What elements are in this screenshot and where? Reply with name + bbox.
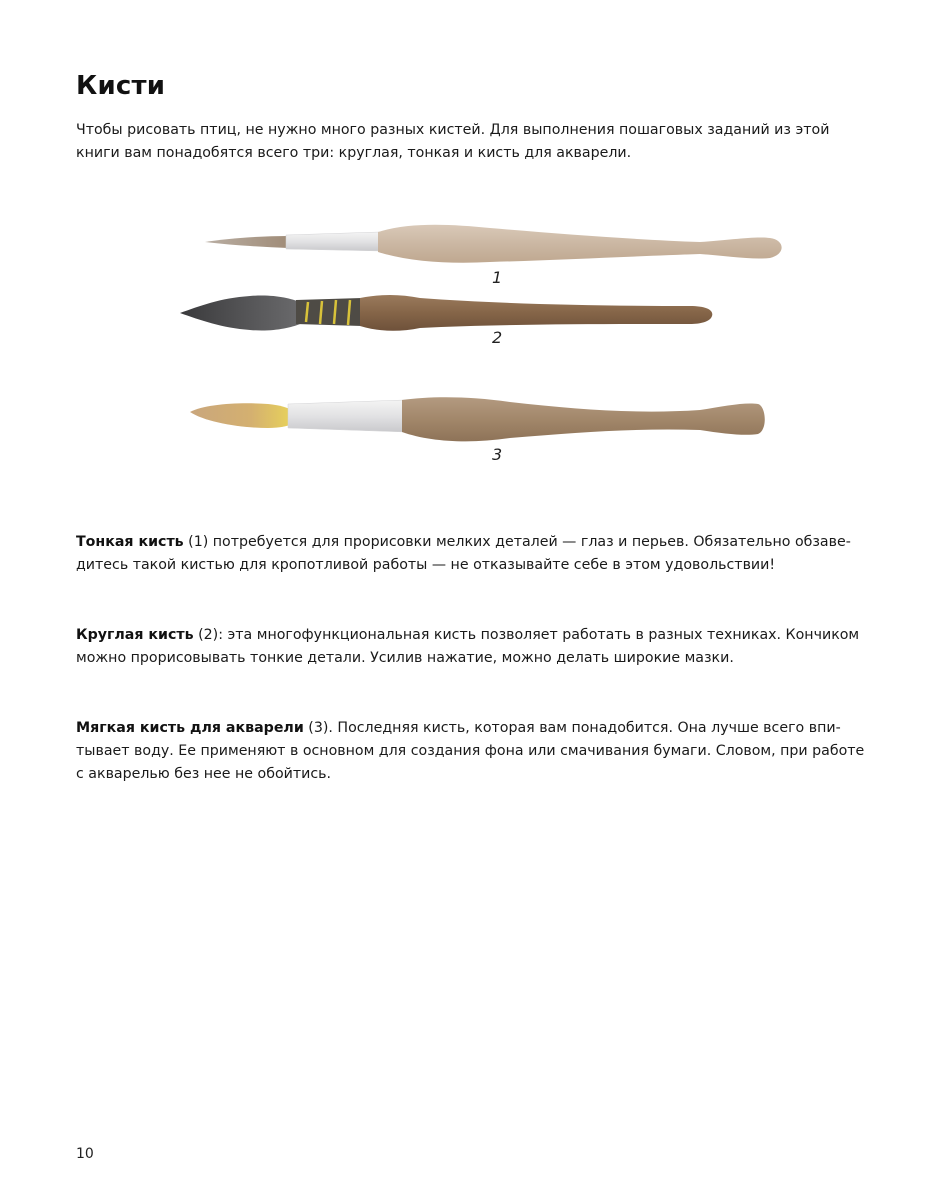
brush-1-ferrule: [286, 232, 382, 251]
brushes-drawing: [0, 190, 927, 480]
brush-3-watercolor: [190, 397, 765, 441]
description-watercolor-brush: [76, 717, 866, 786]
term-watercolor-brush: Мягкая кисть для акварели: [76, 720, 304, 736]
brush-1-number: 1: [492, 268, 503, 287]
term-thin-brush: Тонкая кисть: [76, 534, 184, 550]
brush-3-handle: [402, 397, 765, 441]
brushes-illustration: [0, 190, 927, 480]
description-round-brush: [76, 624, 866, 670]
brush-1-tip: [205, 236, 288, 248]
brush-2-handle: [360, 295, 712, 331]
page-number: 10: [76, 1146, 94, 1162]
brush-3-ferrule: [288, 400, 406, 432]
term-round-brush: Круглая кисть: [76, 627, 194, 643]
page-title: Кисти: [76, 71, 166, 101]
brush-1-handle: [378, 225, 782, 263]
brush-2-tip: [180, 295, 300, 330]
text-thin-brush: (1) потребуется для прорисовки мелких деталей — глаз и перьев. Обязательно обзаведитесь такой кистью для кропотливой работы — не отказывайте себе в этом удовольствии!: [76, 534, 851, 573]
text-round-brush: (2): эта многофункциональная кисть позволяет работать в разных техниках. Кончиком можно прорисовывать тонкие детали. Усилив нажатие, можно делать широкие мазки.: [76, 627, 860, 666]
intro-paragraph: Чтобы рисовать птиц, не нужно много разных кистей. Для выполнения пошаговых заданий из этой книги вам понадобятся всего три: круглая, тонкая и кисть для акварели.: [76, 122, 830, 161]
brush-3-tip: [190, 403, 292, 428]
brush-3-number: 3: [492, 445, 503, 464]
text-watercolor-brush: (3). Последняя кисть, которая вам понадобится. Она лучше всего впитывает воду. Ее применяют в основном для создания фона или смачивания бумаги. Словом, при работе с акварелью без нее не обойтись.: [76, 720, 865, 782]
brush-2-number: 2: [492, 328, 503, 347]
brush-2-round: [180, 295, 712, 331]
description-thin-brush: [76, 531, 866, 577]
brush-1-thin: [205, 225, 782, 263]
